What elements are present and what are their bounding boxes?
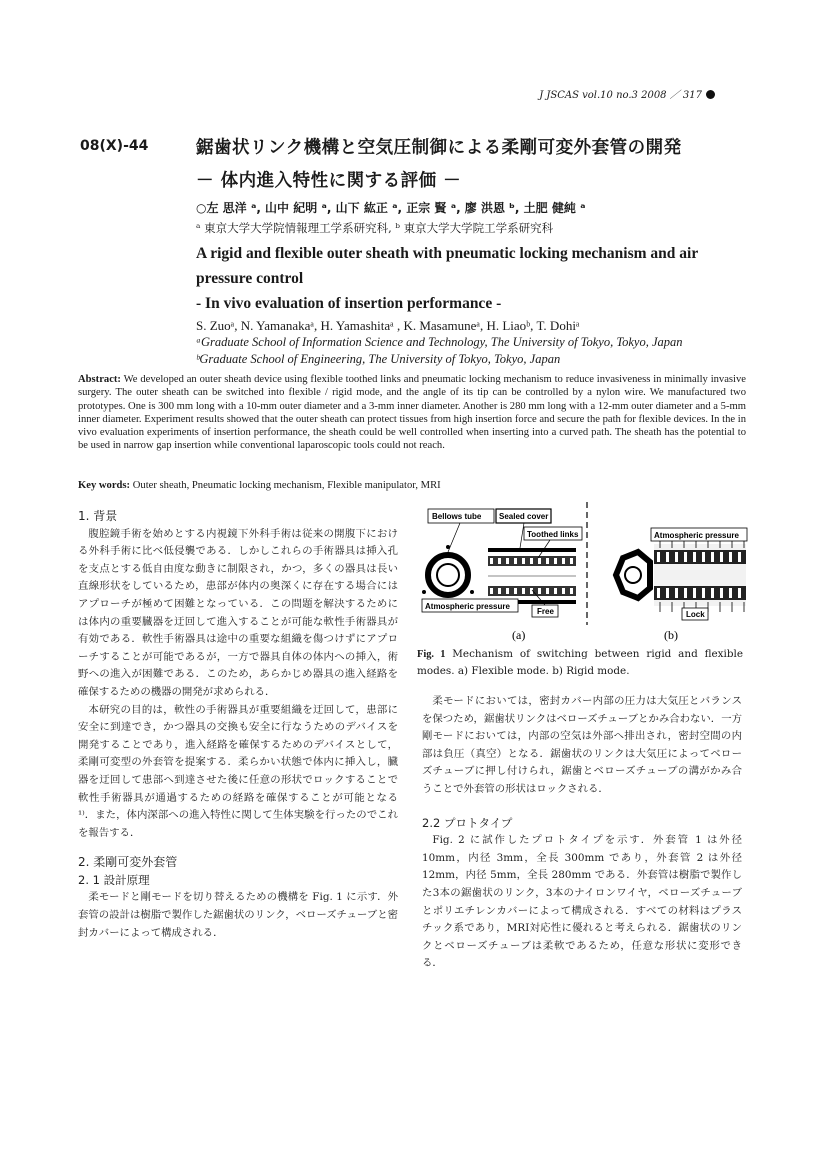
paper-id: 08(X)-44 xyxy=(80,138,149,154)
section-2-2-paragraph: Fig. 2 に試作したプロトタイプを示す．外套管 1 は外径 10mm，内径 3mm，全長 300mm であり，外套管 2 は外径 12mm，内径 5mm，全長 280mm である．外套管は樹脂で製作した3本の鋸歯状のリンク，3本のナイロンワイヤ，ベローズチューブとポリエチレンカバーによって構成される．すべての材料はプラスチック系であり，MRI対応性に優れると考えられる．鋸歯状のリンクとベローズチューブは柔軟であるため，任意な形状に変形できる． xyxy=(422,834,742,970)
affiliation-en-a: ᵃGraduate School of Information Science and Technology, The University of Tokyo, Tokyo, Japan xyxy=(196,335,683,349)
title-en-line2: pressure control xyxy=(196,270,304,287)
panel-b-label: (b) xyxy=(664,628,678,642)
left-column xyxy=(78,508,398,942)
title-ja-line1: 鋸歯状リンク機構と空気圧制御による柔剛可変外套管の開発 xyxy=(196,138,682,158)
section-2-1-paragraph: 柔モードと剛モードを切り替えるための機構を Fig. 1 に示す．外套管の設計は樹脂で製作した鋸歯状のリンク，ベローズチューブと密封カバーによって構成される． xyxy=(78,891,398,939)
abstract-text: We developed an outer sheath device using flexible toothed links and pneumatic locking mechanism to reduce invasiveness in minimally invasive surgery. The outer sheath can be switched into flexible / rigid mode, and the angle of its tip can be controlled by a nylon wire. We manufactured two prototypes. One is 300 mm long with a 10-mm outer diameter and a 3-mm inner diameter. Another is 280 mm long with a 12-mm outer diameter and a 5-mm inner diameter. Experiment results showed that the outer sheath can protect tissues from high insertion force and secure the path for flexible devices. In the in vivo evaluation experiments of insertion performance, the sheath could be well controlled when inserting into a curved path. The sheath has the potential to be used in narrow gap insertion while conventional laparoscopic tools could not reach. xyxy=(78,374,746,452)
label-atmospheric-pressure-b: Atmospheric pressure xyxy=(654,531,739,540)
panel-b-diagram xyxy=(616,528,747,620)
section-2-1-heading: 2. 1 設計原理 xyxy=(78,872,150,887)
affiliation-en-b: ᵇGraduate School of Engineering, The University of Tokyo, Tokyo, Japan xyxy=(196,352,561,366)
section-2-2-heading: 2.2 プロトタイプ xyxy=(422,815,513,830)
abstract xyxy=(78,373,746,453)
mode-description-paragraph: 柔モードにおいては，密封カバー内部の圧力は大気圧とバランスを保つため，鋸歯状リンクはベローズチューブとかみ合わない．一方剛モードにおいては，内部の空気は外部へ排出され，密封空間の内部は負圧（真空）となる．鋸歯状のリンクは大気圧によってベローズチューブに押し付けられ，鋸歯とベローズチューブの溝がかみ合うことで外套管の形状はロックされる． xyxy=(422,695,742,795)
authors-ja: ○左 思洋 ᵃ, 山中 紀明 ᵃ, 山下 紘正 ᵃ, 正宗 賢 ᵃ, 廖 洪恩 ᵇ, 土肥 健純 ᵃ xyxy=(196,201,586,215)
journal-header: J JSCAS vol.10 no.3 2008 ／ 317 xyxy=(539,86,715,101)
caption-label: Fig. 1 xyxy=(417,649,446,660)
section-1-paragraph-1: 腹腔鏡手術を始めとする内視鏡下外科手術は従来の開腹下における外科手術に比べ低侵襲である．しかしこれらの手術器具は挿入孔を支点とする低自由度な動きに制限され，かつ，多くの器具は長い直線形状をしているため，患部が体内の奥深くに存在する場合にはアプローチが極めて困難となっている．この問題を解決するためには体内の重要臓器を迂回して進入することが可能な軟性手術器具が有効である．軟性手術器具は途中の重要な組織を傷つけずにアプローチすることが可能であるが，一方で器具自体の体内への挿入，術野への進入が困難である．このため，あらかじめ器具の進入経路を確保するための機器の開発が求められる． xyxy=(78,527,398,698)
label-sealed-cover: Sealed cover xyxy=(499,512,549,521)
abstract-label: Abstract: xyxy=(78,374,121,385)
label-lock: Lock xyxy=(686,610,705,619)
section-2-heading: 2. 柔剛可変外套管 xyxy=(78,855,178,870)
section-1-paragraph-2: 本研究の目的は，軟性の手術器具が重要組織を迂回して，患部に安全に到達でき，かつ器具の交換も安全に行なうためのデバイスを開発することであり，進入経路を確保するためのデバイスとして，柔剛可変型の外套管を提案する．柔らかい状態で体内に挿入し，臓器を迂回して患部へ到達させた後に任意の形状でロックすることで軟性手術器具が通過するための経路を確保することが可能となる ¹⁾．また，体内深部への進入特性に関して生体実験を行ったのでこれを報告する． xyxy=(78,703,398,839)
section-1-heading: 1. 背景 xyxy=(78,509,118,523)
affiliation-ja: ᵃ 東京大学大学院情報理工学系研究科, ᵇ 東京大学大学院工学系研究科 xyxy=(196,221,554,235)
title-en-line1: A rigid and flexible outer sheath with pneumatic locking mechanism and air xyxy=(196,245,699,262)
label-bellows-tube: Bellows tube xyxy=(432,512,482,521)
bullet-dot-icon xyxy=(706,90,715,99)
keywords-text: Outer sheath, Pneumatic locking mechanism, Flexible manipulator, MRI xyxy=(132,480,441,491)
right-column xyxy=(422,693,742,973)
label-free: Free xyxy=(537,607,554,616)
subtitle-en: - In vivo evaluation of insertion performance - xyxy=(196,295,502,312)
figure-1 xyxy=(420,500,750,645)
authors-en: S. Zuoᵃ, N. Yamanakaᵃ, H. Yamashitaᵃ , K. Masamuneᵃ, H. Liaoᵇ, T. Dohiᵃ xyxy=(196,318,580,333)
label-atmospheric-pressure-a: Atmospheric pressure xyxy=(425,602,510,611)
figure-1-caption xyxy=(417,646,743,679)
panel-a-diagram xyxy=(422,509,582,617)
label-toothed-links: Toothed links xyxy=(527,530,579,539)
caption-text: Mechanism of switching between rigid and flexible modes. a) Flexible mode. b) Rigid mode. xyxy=(417,648,743,677)
title-ja-line2: － 体内進入特性に関する評価 － xyxy=(196,171,462,191)
keywords xyxy=(78,480,441,491)
panel-a-label: (a) xyxy=(512,628,526,642)
keywords-label: Key words: xyxy=(78,480,131,491)
